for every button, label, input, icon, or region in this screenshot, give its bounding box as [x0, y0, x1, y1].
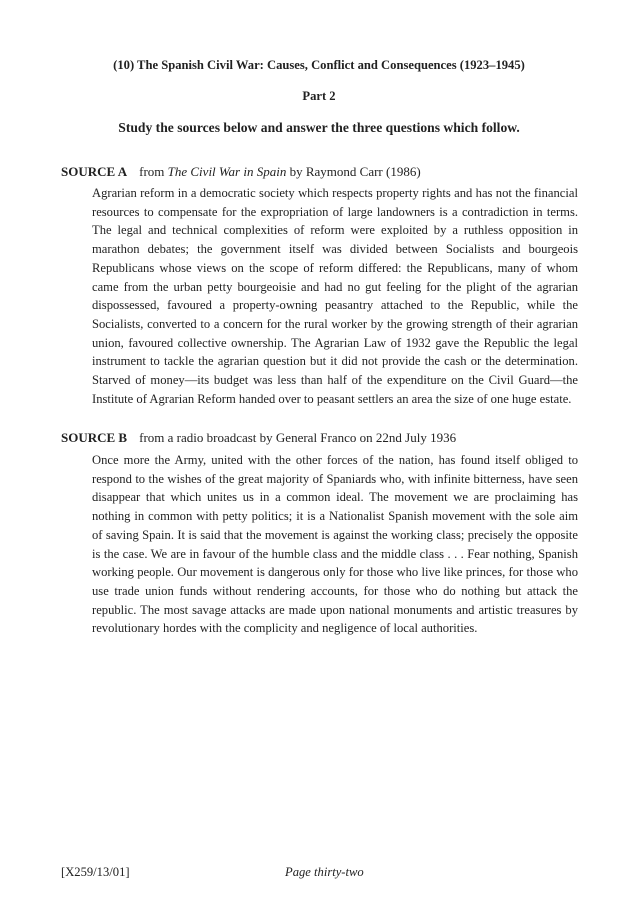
- source-b-heading: [61, 430, 456, 446]
- source-a-label: SOURCE A: [61, 164, 128, 179]
- source-b-label: SOURCE B: [61, 430, 128, 445]
- instruction-text: Study the sources below and answer the three questions which follow.: [118, 120, 520, 135]
- source-b-intro: from a radio broadcast by General Franco on 22nd July 1936: [139, 430, 457, 445]
- part-heading: Part 2: [302, 89, 336, 103]
- source-a-text: [92, 184, 578, 408]
- source-a-paragraph: Agrarian reform in a democratic society which respects property rights and has not the financial resources to compensate for the expropriation of large landowners is a contradiction in terms. The legal and technical complexities of reform were exploited by a ruthless opposition in marathon debates; the government itself was divided between Socialists and bourgeois Republicans whose views on the scope of reform differed: the Republicans, many of whom came from the urban petty bourgeoisie and had no gut feeling for the plight of the agrarian dispossessed, favoured a property-owning peasantry attached to the Republic, while the Socialists, converted to a concern for the rural worker by the growing strength of their agrarian union, favoured collective ownership. The Agrarian Law of 1932 gave the Republic the legal instrument to tackle the agrarian question but it did not provide the cash or the determination. Starved of money—its budget was less than half of the expenditure on the Civil Guard—the Institute of Agrarian Reform handed over to peasant settlers an area the size of one huge estate.: [92, 186, 578, 406]
- source-b-text: [92, 451, 578, 638]
- source-b-paragraph: Once more the Army, united with the other forces of the nation, has found itself obliged to respond to the wishes of the great majority of Spaniards who, with infinite bitterness, have seen disappear that which unites us in a common ideal. The movement we are proclaiming has nothing in common with petty politics; it is a Nationalist Spanish movement with the sole aim of saving Spain. It is said that the movement is against the working class; precisely the opposite is the case. We are in favour of the humble class and the middle class . . . Fear nothing, Spanish working people. Our movement is dangerous only for those who live like princes, for those who use trade union funds without rendering accounts, for those who do nothing but attack the republic. The most savage attacks are made upon national monuments and artistic treasures by revolutionary hordes with the complicity and negligence of local authorities.: [92, 453, 578, 636]
- source-a-heading: [61, 164, 421, 180]
- question-title: (10) The Spanish Civil War: Causes, Conflict and Consequences (1923–1945): [113, 58, 525, 72]
- page-number: Page thirty-two: [285, 865, 364, 879]
- source-a-attribution: by Raymond Carr (1986): [286, 164, 421, 179]
- paper-code: [X259/13/01]: [61, 865, 130, 879]
- source-a-intro: from: [139, 164, 168, 179]
- source-a-work-title: The Civil War in Spain: [167, 164, 287, 179]
